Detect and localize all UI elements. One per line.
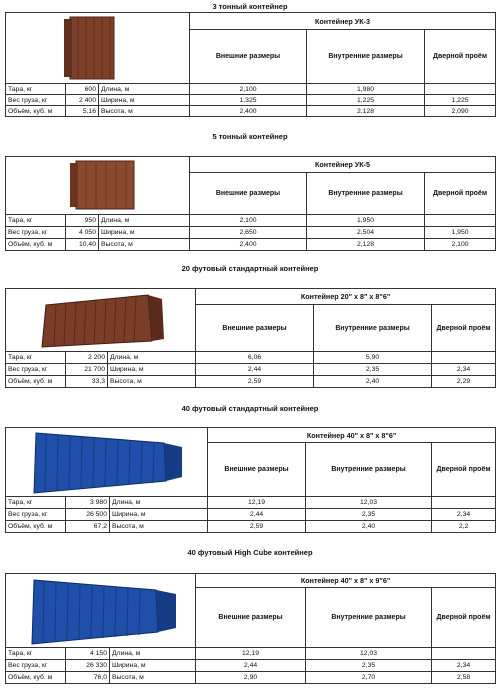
row-label: Вес груза, кг <box>6 227 66 239</box>
section-20ft <box>0 264 500 396</box>
row-value: 10,40 <box>66 239 99 251</box>
int-value: 2,504 <box>307 227 425 239</box>
door-value: 2,100 <box>425 239 496 251</box>
col-header-internal: Внутренние размеры <box>307 30 425 84</box>
row-value: 3 980 <box>66 497 110 509</box>
table-row <box>6 352 496 364</box>
row-label: Объём, куб. м <box>6 521 66 533</box>
row-value: 2 200 <box>66 352 108 364</box>
container-image <box>6 574 196 648</box>
row-label: Вес груза, кг <box>6 660 66 672</box>
dim-label: Высота, м <box>110 672 196 684</box>
int-value: 1,225 <box>307 95 425 106</box>
col-header-internal: Внутренние размеры <box>306 588 432 648</box>
door-value: 2,34 <box>432 364 496 376</box>
container-name: Контейнер УК-5 <box>190 157 496 173</box>
col-header-internal: Внутренние размеры <box>306 443 432 497</box>
door-value: 2,29 <box>432 376 496 388</box>
ext-value: 2,100 <box>190 215 307 227</box>
table-row <box>6 521 496 533</box>
spec-table <box>5 427 496 533</box>
dim-label: Высота, м <box>99 239 190 251</box>
container-name: Контейнер 40" х 8" х 9"6" <box>196 574 496 588</box>
int-value: 12,03 <box>306 497 432 509</box>
ext-value: 12,19 <box>208 497 306 509</box>
int-value: 2,128 <box>307 239 425 251</box>
col-header-internal: Внутренние размеры <box>314 305 432 352</box>
table-row <box>6 672 496 684</box>
table-row <box>6 84 496 95</box>
col-header-door: Дверной проём <box>425 173 496 215</box>
int-value: 2,40 <box>306 521 432 533</box>
section-title: 40 футовый High Cube контейнер <box>187 548 313 557</box>
table-row <box>6 660 496 672</box>
ext-value: 6,06 <box>196 352 314 364</box>
int-value: 1,980 <box>307 84 425 95</box>
row-value: 4 150 <box>66 648 110 660</box>
row-label: Вес груза, кг <box>6 95 66 106</box>
dim-label: Длина, м <box>108 352 196 364</box>
door-value <box>432 497 496 509</box>
col-header-door: Дверной проём <box>432 305 496 352</box>
dim-label: Ширина, м <box>108 364 196 376</box>
row-value: 5,16 <box>66 106 99 117</box>
ext-value: 12,19 <box>196 648 306 660</box>
ext-value: 2,100 <box>190 84 307 95</box>
ext-value: 2,400 <box>190 239 307 251</box>
door-value <box>432 648 496 660</box>
row-value: 2 400 <box>66 95 99 106</box>
dim-label: Высота, м <box>99 106 190 117</box>
row-label: Вес груза, кг <box>6 509 66 521</box>
container-name: Контейнер 40" х 8" х 8"6" <box>208 428 496 443</box>
int-value: 2,35 <box>306 509 432 521</box>
table-row <box>6 497 496 509</box>
col-header-external: Внешние размеры <box>208 443 306 497</box>
door-value <box>425 84 496 95</box>
container-image <box>6 157 190 215</box>
int-value: 2,35 <box>306 660 432 672</box>
row-label: Тара, кг <box>6 648 66 660</box>
table-row <box>6 376 496 388</box>
table-row <box>6 509 496 521</box>
section-40ft-hc <box>0 548 500 694</box>
int-value: 5,90 <box>314 352 432 364</box>
row-value: 33,3 <box>66 376 108 388</box>
row-value: 26 330 <box>66 660 110 672</box>
table-row <box>6 215 496 227</box>
table-row <box>6 95 496 106</box>
col-header-door: Дверной проём <box>432 588 496 648</box>
ext-value: 2,400 <box>190 106 307 117</box>
ext-value: 2,650 <box>190 227 307 239</box>
dim-label: Ширина, м <box>110 509 208 521</box>
table-row <box>6 648 496 660</box>
int-value: 2,35 <box>314 364 432 376</box>
table-row <box>6 239 496 251</box>
int-value: 2,70 <box>306 672 432 684</box>
row-value: 950 <box>66 215 99 227</box>
row-label: Тара, кг <box>6 215 66 227</box>
row-value: 26 500 <box>66 509 110 521</box>
door-value: 1,225 <box>425 95 496 106</box>
col-header-door: Дверной проём <box>425 30 496 84</box>
row-label: Тара, кг <box>6 497 66 509</box>
ext-value: 2,44 <box>196 660 306 672</box>
int-value: 2,40 <box>314 376 432 388</box>
row-value: 600 <box>66 84 99 95</box>
door-value: 2,2 <box>432 521 496 533</box>
container-name: Контейнер УК-3 <box>190 13 496 30</box>
ext-value: 2,59 <box>196 376 314 388</box>
container-20ft-icon <box>6 289 196 351</box>
int-value: 12,03 <box>306 648 432 660</box>
small-container-icon <box>6 157 189 214</box>
ext-value: 2,59 <box>208 521 306 533</box>
small-container-icon <box>6 13 189 83</box>
section-40ft <box>0 404 500 540</box>
dim-label: Длина, м <box>110 648 196 660</box>
row-label: Тара, кг <box>6 84 66 95</box>
col-header-external: Внешние размеры <box>190 173 307 215</box>
int-value: 2,128 <box>307 106 425 117</box>
table-row <box>6 106 496 117</box>
section-title: 3 тонный контейнер <box>212 2 288 11</box>
dim-label: Длина, м <box>99 84 190 95</box>
section-uk5 <box>0 132 500 254</box>
ext-value: 2,90 <box>196 672 306 684</box>
row-label: Объём, куб. м <box>6 376 66 388</box>
dim-label: Длина, м <box>110 497 208 509</box>
dim-label: Ширина, м <box>99 95 190 106</box>
row-value: 4 050 <box>66 227 99 239</box>
row-label: Объём, куб. м <box>6 672 66 684</box>
dim-label: Высота, м <box>110 521 208 533</box>
col-header-external: Внешние размеры <box>190 30 307 84</box>
section-title: 5 тонный контейнер <box>212 132 288 141</box>
ext-value: 2,44 <box>196 364 314 376</box>
spec-table <box>5 12 496 117</box>
row-label: Тара, кг <box>6 352 66 364</box>
row-value: 21 700 <box>66 364 108 376</box>
door-value: 2,090 <box>425 106 496 117</box>
container-40ft-icon <box>6 429 208 495</box>
container-name: Контейнер 20" х 8" х 8"6" <box>196 289 496 305</box>
dim-label: Высота, м <box>108 376 196 388</box>
row-label: Объём, куб. м <box>6 239 66 251</box>
spec-table <box>5 288 496 388</box>
spec-table <box>5 573 496 684</box>
dim-label: Длина, м <box>99 215 190 227</box>
section-title: 40 футовый стандартный контейнер <box>181 404 319 413</box>
ext-value: 2,44 <box>208 509 306 521</box>
container-40ft-hc-icon <box>6 576 196 646</box>
container-image <box>6 13 190 84</box>
table-row <box>6 364 496 376</box>
dim-label: Ширина, м <box>99 227 190 239</box>
door-value: 1,950 <box>425 227 496 239</box>
container-image <box>6 428 208 497</box>
spec-table <box>5 156 496 251</box>
col-header-external: Внешние размеры <box>196 305 314 352</box>
section-uk3 <box>0 0 500 120</box>
door-value: 2,34 <box>432 660 496 672</box>
col-header-external: Внешние размеры <box>196 588 306 648</box>
section-title: 20 футовый стандартный контейнер <box>181 264 319 273</box>
dim-label: Ширина, м <box>110 660 196 672</box>
row-label: Вес груза, кг <box>6 364 66 376</box>
row-value: 67,2 <box>66 521 110 533</box>
row-value: 76,0 <box>66 672 110 684</box>
container-image <box>6 289 196 352</box>
row-label: Объём, куб. м <box>6 106 66 117</box>
door-value: 2,58 <box>432 672 496 684</box>
door-value: 2,34 <box>432 509 496 521</box>
int-value: 1,950 <box>307 215 425 227</box>
table-row <box>6 227 496 239</box>
door-value <box>432 352 496 364</box>
ext-value: 1,325 <box>190 95 307 106</box>
door-value <box>425 215 496 227</box>
col-header-door: Дверной проём <box>432 443 496 497</box>
col-header-internal: Внутренние размеры <box>307 173 425 215</box>
